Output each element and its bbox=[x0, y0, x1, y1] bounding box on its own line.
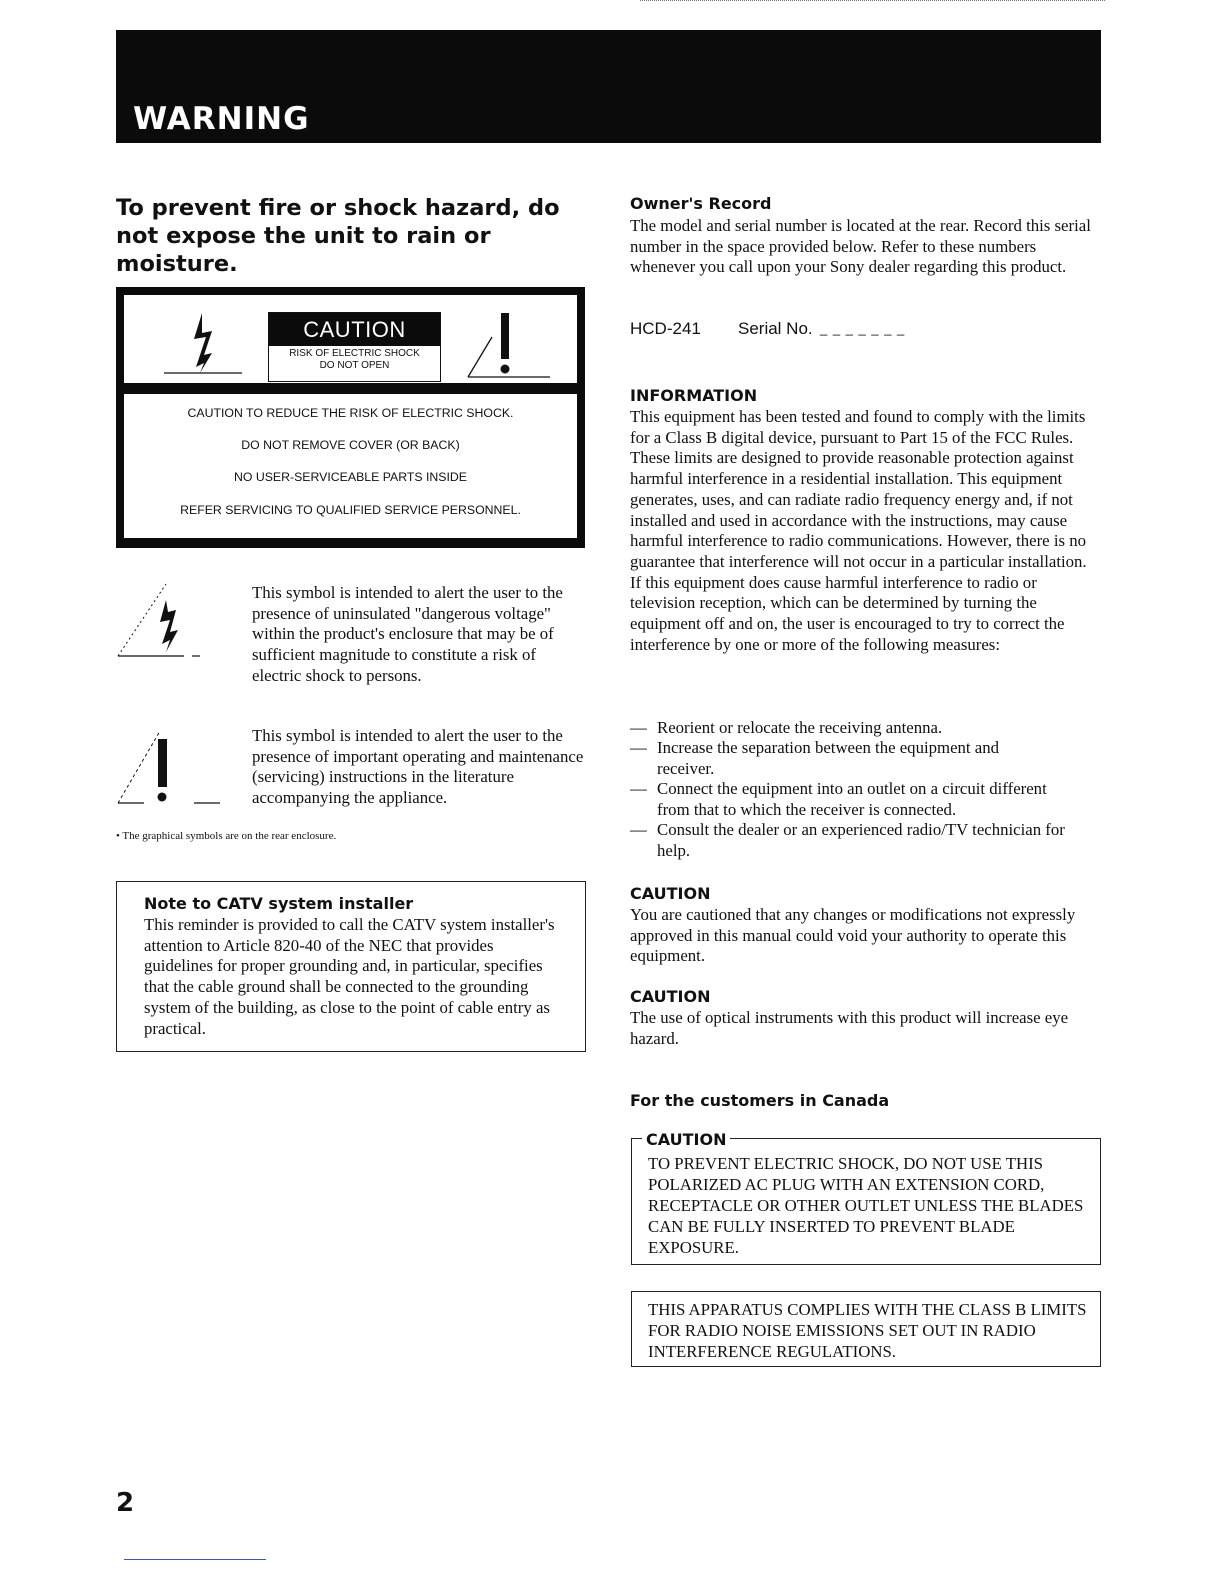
exclamation-symbol-text: This symbol is intended to alert the user to the presence of important operating and maintenance (servicing) instructions in the literature accompanying the appliance. bbox=[252, 726, 584, 808]
list-item-text: Reorient or relocate the receiving antenna. bbox=[657, 718, 943, 737]
caution-label-text bbox=[124, 394, 577, 538]
caution-line: CAUTION TO REDUCE THE RISK OF ELECTRIC SHOCK. bbox=[187, 406, 514, 420]
caution-plate-sub bbox=[269, 348, 440, 372]
serial-blank: _ _ _ _ _ _ _ bbox=[820, 321, 906, 336]
exclamation-icon bbox=[456, 307, 556, 381]
list-dash: — bbox=[630, 820, 647, 839]
owners-record-heading: Owner's Record bbox=[630, 194, 772, 213]
catv-note-box bbox=[116, 881, 586, 1052]
catv-body: This reminder is provided to call the CATV system installer's attention to Article 820-40 of the NEC that provides guidelines for proper grounding and, in particular, specifies that the cable ground shall be connected to the grounding system of the building, as close to the point of cable entry as practical. bbox=[144, 915, 555, 1038]
caution-line: REFER SERVICING TO QUALIFIED SERVICE PERSONNEL. bbox=[180, 503, 521, 517]
list-dash: — bbox=[630, 738, 647, 757]
bottom-divider bbox=[124, 1559, 266, 1560]
exclamation-triangle-icon bbox=[114, 727, 224, 807]
caution-heading-2: CAUTION bbox=[630, 987, 711, 1006]
list-item-text: Connect the equipment into an outlet on a circuit different from that to which the receiver is connected. bbox=[657, 779, 1047, 819]
model-number: HCD-241 bbox=[630, 319, 701, 338]
caution-sub-line-2: DO NOT OPEN bbox=[319, 360, 390, 371]
list-dash: — bbox=[630, 779, 647, 798]
lead-warning: To prevent fire or shock hazard, do not expose the unit to rain or moisture. bbox=[116, 195, 560, 277]
serial-label: Serial No. bbox=[738, 319, 813, 338]
warning-banner bbox=[116, 30, 1101, 143]
canada-heading: For the customers in Canada bbox=[630, 1091, 890, 1110]
canada-caution-box bbox=[631, 1130, 1101, 1265]
radio-compliance-body: THIS APPARATUS COMPLIES WITH THE CLASS B LIMITS FOR RADIO NOISE EMISSIONS SET OUT IN RADIO INTERFERENCE REGULATIONS. bbox=[648, 1300, 1087, 1361]
list-item bbox=[630, 779, 1100, 820]
list-dash: — bbox=[630, 718, 647, 737]
caution-label bbox=[116, 287, 585, 548]
catv-heading: Note to CATV system installer bbox=[144, 894, 414, 913]
caution-line: DO NOT REMOVE COVER (OR BACK) bbox=[241, 438, 460, 452]
lightning-triangle-icon bbox=[114, 580, 214, 660]
lightning-symbol-text: This symbol is intended to alert the user to the presence of uninsulated "dangerous voltage" within the product's enclosure that may be of sufficient magnitude to constitute a risk of electric shock to persons. bbox=[252, 583, 563, 685]
lightning-icon bbox=[150, 309, 250, 379]
top-divider bbox=[640, 0, 1105, 3]
page-number: 2 bbox=[116, 1488, 135, 1518]
list-item-text: Increase the separation between the equipment and receiver. bbox=[657, 738, 999, 778]
caution-body-2: The use of optical instruments with this product will increase eye hazard. bbox=[630, 1008, 1069, 1048]
caution-sub-line-1: RISK OF ELECTRIC SHOCK bbox=[289, 348, 420, 359]
caution-body-1: You are cautioned that any changes or modifications not expressly approved in this manual could void your authority to operate this equipment. bbox=[630, 905, 1076, 966]
caution-plate-title: CAUTION bbox=[269, 313, 440, 346]
information-body: This equipment has been tested and found to comply with the limits for a Class B digital device, pursuant to Part 15 of the FCC Rules. These limits are designed to provide reasonable protection against harmful interference in a residential installation. This equipment generates, uses, and can radiate radio frequency energy and, if not installed and used in accordance with the instructions, may cause harmful interference to radio communications. However, there is no guarantee that interference will not occur in a particular installation. If this equipment does cause harmful interference to radio or television reception, which can be determined by turning the equipment off and on, the user is encouraged to try to correct the interference by one or more of the following measures: bbox=[630, 407, 1087, 654]
list-item bbox=[630, 820, 1100, 861]
canada-caution-body: TO PREVENT ELECTRIC SHOCK, DO NOT USE THIS POLARIZED AC PLUG WITH AN EXTENSION CORD, RECEPTACLE OR OTHER OUTLET UNLESS THE BLADES CAN BE FULLY INSERTED TO PREVENT BLADE EXPOSURE. bbox=[648, 1154, 1084, 1257]
list-item-text: Consult the dealer or an experienced radio/TV technician for help. bbox=[657, 820, 1065, 860]
owners-record-body: The model and serial number is located at the rear. Record this serial number in the space provided below. Refer to these numbers whenever you call upon your Sony dealer regarding this product. bbox=[630, 216, 1091, 277]
caution-heading-1: CAUTION bbox=[630, 884, 711, 903]
canada-caution-legend: CAUTION bbox=[642, 1130, 730, 1149]
information-heading: INFORMATION bbox=[630, 386, 758, 405]
list-item bbox=[630, 738, 1100, 779]
measures-list bbox=[630, 718, 1100, 868]
symbols-note: • The graphical symbols are on the rear enclosure. bbox=[116, 830, 337, 842]
list-item bbox=[630, 718, 1100, 739]
caution-label-top bbox=[124, 295, 577, 383]
radio-compliance-box bbox=[631, 1291, 1101, 1367]
caution-plate bbox=[268, 312, 441, 382]
banner-title: WARNING bbox=[133, 101, 310, 137]
caution-line: NO USER-SERVICEABLE PARTS INSIDE bbox=[233, 470, 468, 484]
